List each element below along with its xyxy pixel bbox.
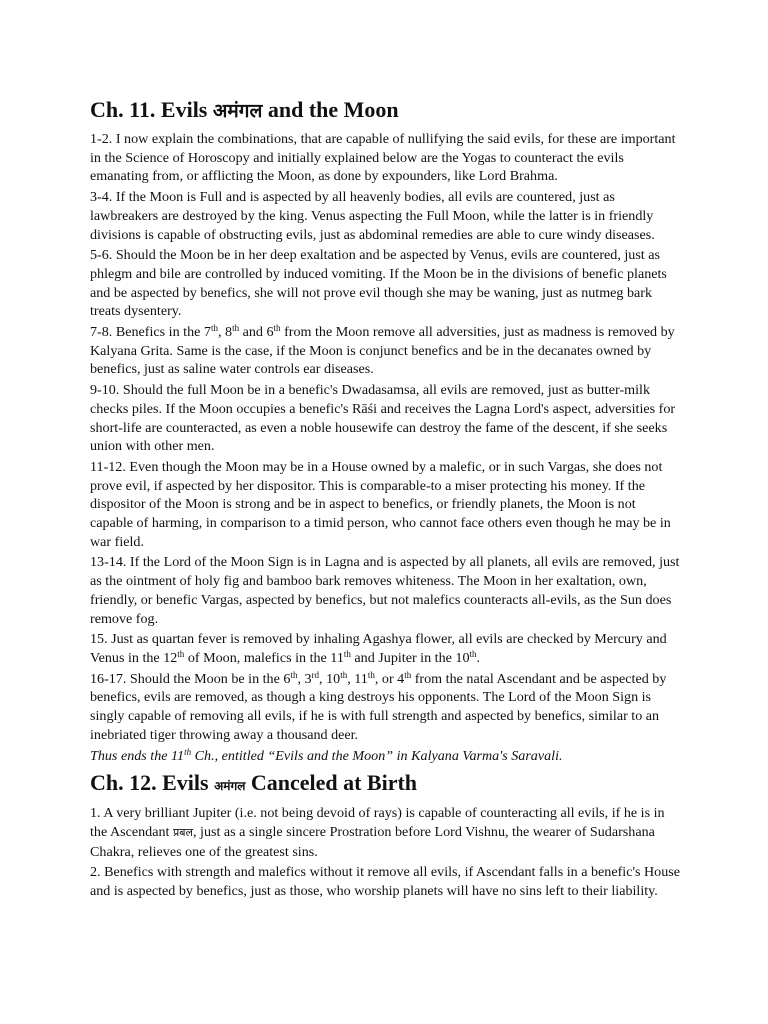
- superscript: th: [184, 746, 192, 757]
- paragraph: [90, 323, 682, 379]
- heading-devanagari: अमंगल: [214, 779, 246, 794]
- text: 7-8. Benefics in the 7: [90, 324, 211, 341]
- paragraph: 2. Benefics with strength and malefics without it remove all evils, if Ascendant falls in a benefic's House and is aspected by benefics, just as those, who worship planets will have no sins left to their liability.: [90, 864, 681, 900]
- text: and 6: [239, 324, 274, 341]
- document-page: [90, 96, 682, 903]
- superscript: th: [177, 648, 185, 659]
- text: 1. A very brilliant Jupiter (i.e. not being devoid of rays) is capable of counteracting all evils, if he is in the Ascendant: [90, 805, 665, 840]
- heading-text: and the Moon: [262, 97, 399, 122]
- paragraph: 11-12. Even though the Moon may be in a House owned by a malefic, or in such Vargas, she does not prove evil, if aspected by her dispositor. This is comparable-to a miser protecting his money. If the dispositor of the Moon is strong and be in aspect to benefics, or friendly planets, the Moon is not capable of harming, in comparison to a timid person, who cannot face others even though he may be in war field.: [90, 458, 671, 550]
- paragraph: 9-10. Should the full Moon be in a benefic's Dwadasamsa, all evils are removed, just as butter-milk checks piles. If the Moon occupies a benefic's Rāśi and receives the Lagna Lord's aspect, adversities for short-life are counteracted, as even a noble housewife can destroy the fame of the descent, if she seeks union with other men.: [90, 382, 676, 455]
- superscript: th: [273, 323, 281, 334]
- text: of Moon, malefics in the 11: [184, 649, 344, 666]
- paragraph: 3-4. If the Moon is Full and is aspected by all heavenly bodies, all evils are countered, just as lawbreakers are destroyed by the king. Venus aspecting the Full Moon, while the latter is in friendly divisions is capable of obstructing evils, just as abdominal remedies are able to cure windy diseases.: [90, 189, 655, 243]
- devanagari-word: प्रबल: [172, 825, 193, 839]
- superscript: th: [232, 323, 240, 334]
- text: Ch., entitled “Evils and the Moon” in Kalyana Varma's Saravali.: [191, 747, 563, 764]
- superscript: th: [210, 323, 218, 334]
- text: Thus ends the 11: [90, 747, 185, 764]
- heading-text: Ch. 12. Evils: [90, 770, 215, 796]
- text: from the Moon remove all adversities, just as madness is removed by Kalyana Grita. Same is the case, if the Moon is conjunct benefics and be in the decanates owned by benefics, just as saline water controls ear diseases.: [90, 324, 675, 378]
- superscript: rd: [311, 669, 320, 680]
- paragraph: 5-6. Should the Moon be in her deep exaltation and be aspected by Venus, evils are countered, just as phlegm and bile are controlled by induced vomiting. If the Moon be in the divisions of benefic planets and be aspected by benefics, she will not prove evil though she may be waning, just as nutmeg bark treats dysentery.: [90, 247, 667, 320]
- chapter-12-heading: [90, 769, 682, 800]
- text: and Jupiter in the 10: [350, 649, 470, 666]
- text: , 11: [347, 670, 368, 687]
- heading-text: Canceled at Birth: [245, 770, 418, 796]
- superscript: th: [343, 648, 351, 659]
- superscript: th: [404, 669, 412, 680]
- superscript: th: [367, 669, 375, 680]
- text: , 8: [217, 324, 233, 341]
- text: , or 4: [374, 670, 405, 687]
- paragraph: [90, 804, 682, 861]
- paragraph: 1-2. I now explain the combinations, that are capable of nullifying the said evils, for these are important in the Science of Horoscopy and initially explained below are the Yogas to counteract the evils emanating from, or afflicting the Moon, as done by expounders, like Lord Brahma.: [90, 131, 676, 185]
- heading-devanagari: अमंगल: [212, 100, 263, 122]
- chapter-closing-note: [90, 747, 682, 766]
- text: , just as a single sincere Prostration before Lord Vishnu, the wearer of Sudarshana Chakra, relieves one of the greatest sins.: [90, 823, 655, 860]
- text: 15. Just as quartan fever is removed by inhaling Agashya flower, all evils are checked by Mercury and Venus in the 12: [90, 631, 667, 666]
- text: from the natal Ascendant and be aspected by benefics, evils are removed, as though a king destroys his opponents. The Lord of the Moon Sign is singly capable of removing all evils, if he is with full strength and aspected by benefics, similar to an inebriated tiger throwing away a thousand deer.: [90, 670, 667, 743]
- heading-text: Ch. 11. Evils: [90, 97, 213, 122]
- superscript: th: [290, 669, 298, 680]
- text: , 3: [297, 670, 312, 687]
- superscript: th: [469, 648, 477, 659]
- text: , 10: [319, 670, 341, 687]
- superscript: th: [340, 669, 348, 680]
- paragraph: [90, 670, 682, 745]
- text: 16-17. Should the Moon be in the 6: [90, 670, 291, 687]
- text: .: [476, 649, 481, 666]
- paragraph: 13-14. If the Lord of the Moon Sign is in Lagna and is aspected by all planets, all evils are removed, just as the ointment of holy fig and bamboo bark removes whiteness. The Moon in her exaltation, own, friendly, or benefic Vargas, aspected by benefics, but not malefics counteracts all-evils, as the Sun does remove fog.: [90, 554, 680, 627]
- paragraph: [90, 630, 682, 667]
- chapter-11-heading: [90, 96, 682, 125]
